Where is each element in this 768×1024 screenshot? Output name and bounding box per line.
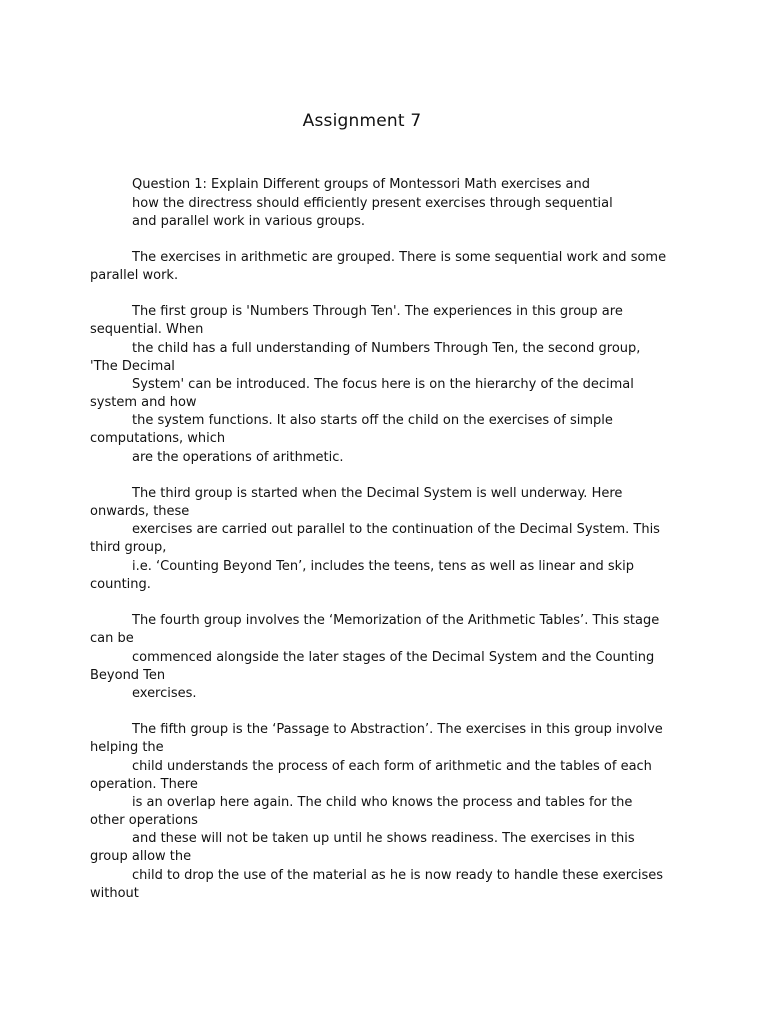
text-line: child understands the process of each form of arithmetic and the tables of each	[132, 759, 652, 774]
text-line: helping the	[90, 740, 164, 755]
text-line: commenced alongside the later stages of the Decimal System and the Counting	[132, 650, 655, 665]
text-line: are the operations of arithmetic.	[132, 450, 344, 465]
text-line: can be	[90, 631, 134, 646]
text-line: the child has a full understanding of Numbers Through Ten, the second group,	[132, 341, 641, 356]
text-line: computations, which	[90, 431, 226, 446]
text-line: is an overlap here again. The child who knows the process and tables for the	[132, 795, 633, 810]
text-line: sequential. When	[90, 322, 204, 337]
page-title: Assignment 7	[302, 111, 422, 131]
text-line: parallel work.	[90, 268, 179, 283]
text-line: System' can be introduced. The focus here is on the hierarchy of the decimal	[132, 377, 634, 392]
text-line: other operations	[90, 813, 198, 828]
text-line: and these will not be taken up until he shows readiness. The exercises in this	[132, 831, 635, 846]
question-line: Question 1: Explain Different groups of Montessori Math exercises and	[132, 177, 590, 192]
question-line: and parallel work in various groups.	[132, 214, 366, 229]
text-line: operation. There	[90, 777, 198, 792]
text-line: third group,	[90, 540, 167, 555]
text-line: The fourth group involves the ‘Memorization of the Arithmetic Tables’. This stage	[132, 613, 660, 628]
text-line: the system functions. It also starts off the child on the exercises of simple	[132, 413, 613, 428]
text-line: system and how	[90, 395, 197, 410]
text-line: child to drop the use of the material as he is now ready to handle these exercises	[132, 868, 664, 883]
text-line: exercises are carried out parallel to the continuation of the Decimal System. This	[132, 522, 660, 537]
text-line: exercises.	[132, 686, 197, 701]
text-line: without	[90, 886, 139, 901]
text-line: group allow the	[90, 849, 192, 864]
text-line: The first group is 'Numbers Through Ten'. The experiences in this group are	[132, 304, 623, 319]
text-line: Beyond Ten	[90, 668, 166, 683]
question-line: how the directress should efficiently present exercises through sequential	[132, 196, 613, 211]
text-line: counting.	[90, 577, 151, 592]
text-line: 'The Decimal	[90, 359, 175, 374]
text-line: i.e. ‘Counting Beyond Ten’, includes the teens, tens as well as linear and skip	[132, 559, 635, 574]
text-line: The third group is started when the Decimal System is well underway. Here	[132, 486, 623, 501]
text-line: The exercises in arithmetic are grouped. There is some sequential work and some	[132, 250, 667, 265]
text-line: The fifth group is the ‘Passage to Abstraction’. The exercises in this group involve	[132, 722, 663, 737]
text-line: onwards, these	[90, 504, 190, 519]
